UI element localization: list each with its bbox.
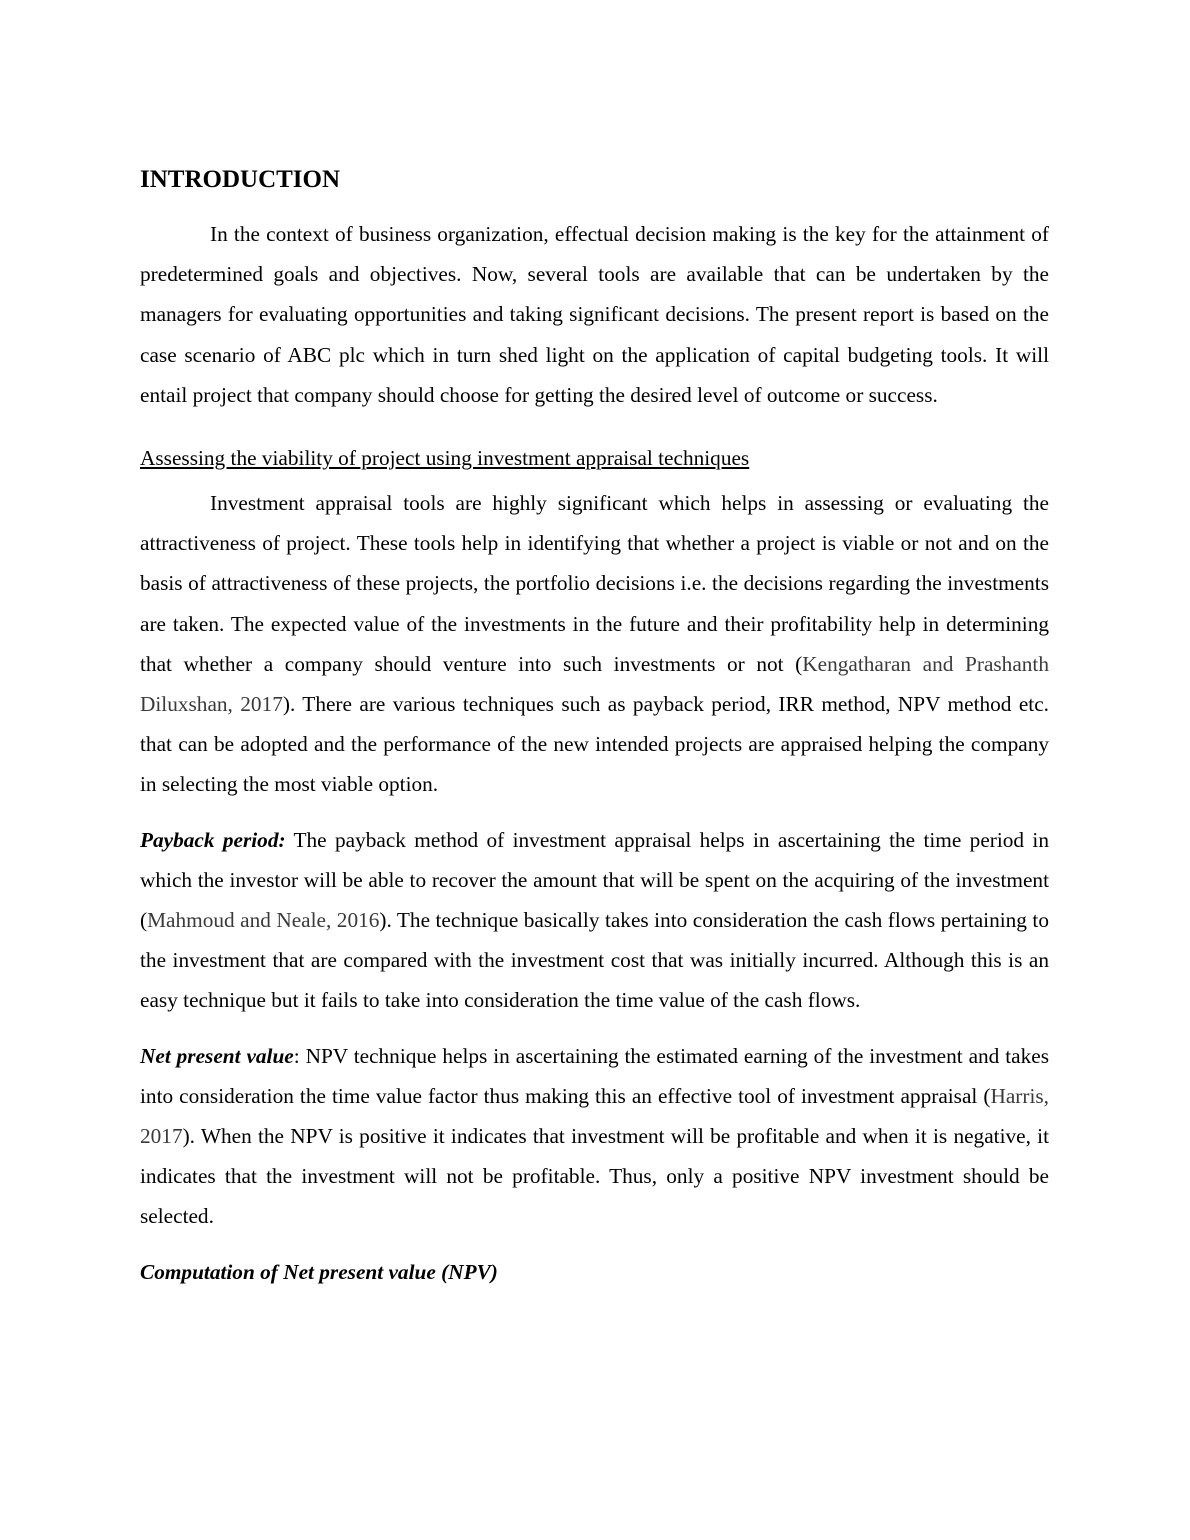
introduction-paragraph: In the context of business organization, effectual decision making is the key for the attainment of predetermined goals and objectives. Now, several tools are available that can be undertaken by the managers for evaluating opportunities and taking significant decisions. The present report is based on the case scenario of ABC plc which in turn shed light on the application of capital budgeting tools. It will entail project that company should choose for getting the desired level of outcome or success. [140,222,1049,407]
paragraph-text: ). The technique basically takes into consideration the cash flows pertaining to the investment that are compared with the investment cost that was initially incurred. Although this is an easy technique but it fails to take into consideration the time value of the cash flows. [140,908,1049,1013]
paragraph-text: The payback method of investment appraisal helps in ascertaining the time period in which the investor will be able to recover the amount that will be spent on the acquiring of the investment ( [140,827,1049,933]
npv-computation-heading: Computation of Net present value (NPV) [140,1259,498,1284]
payback-period-term: Payback period: [140,827,286,852]
payback-period-paragraph [140,820,1049,1021]
paragraph-text: : NPV technique helps in ascertaining the estimated earning of the investment and takes into consideration the time value factor thus making this an effective tool of investment appraisal ( [140,1043,1049,1108]
assessing-viability-heading: Assessing the viability of project using investment appraisal techniques [140,446,750,471]
paragraph-text: ). There are various techniques such as payback period, IRR method, NPV method etc. that can be adopted and the performance of the new intended projects are appraised helping the company in selecting the most viable option. [140,692,1049,797]
investment-appraisal-paragraph [140,483,1049,805]
document-page [140,160,1049,1292]
introduction-heading: INTRODUCTION [140,166,341,193]
citation: Kengatharan and Prashanth Diluxshan, 2017 [140,651,1049,717]
net-present-value-term: Net present value [140,1043,294,1068]
citation: Harris, 2017 [140,1083,1049,1149]
paragraph-text: ). When the NPV is positive it indicates that investment will be profitable and when it is negative, it indicates that the investment will not be profitable. Thus, only a positive NPV investment should be selected. [140,1124,1049,1229]
net-present-value-paragraph [140,1036,1049,1237]
citation: Mahmoud and Neale, 2016 [147,908,380,933]
paragraph-text: Investment appraisal tools are highly significant which helps in assessing or evaluating the attractiveness of project. These tools help in identifying that whether a project is viable or not and on the basis of attractiveness of these projects, the portfolio decisions i.e. the decisions regarding the investments are taken. The expected value of the investments in the future and their profitability help in determining that whether a company should venture into such investments or not ( [140,491,1049,676]
